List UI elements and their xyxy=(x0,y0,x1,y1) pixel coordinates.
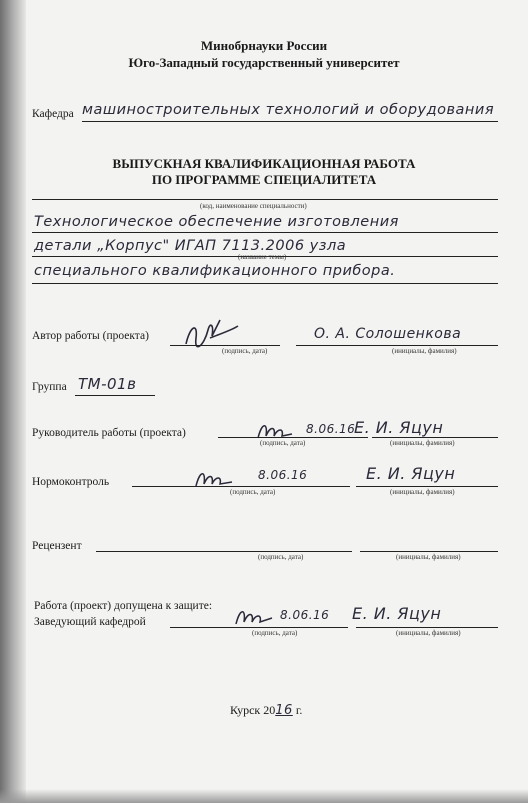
supervisor-date: 8.06.16 xyxy=(306,422,356,436)
topic-caption: (название темы) xyxy=(238,253,287,261)
supervisor-sign-caption: (подпись, дата) xyxy=(260,439,306,447)
head-name: Е. И. Яцун xyxy=(352,604,442,623)
reviewer-sign-line xyxy=(96,551,352,552)
topic-underline3 xyxy=(32,283,498,284)
scan-shadow-bottom xyxy=(0,789,528,803)
head-sign-line xyxy=(170,627,348,628)
scan-shadow xyxy=(0,0,26,803)
topic-line3: специального квалификационного прибора. xyxy=(34,263,396,279)
department-value: машиностроительных технологий и оборудования xyxy=(82,102,495,118)
author-name-line xyxy=(296,345,498,346)
normcontrol-name-line xyxy=(356,486,498,487)
city-year xyxy=(230,703,302,718)
specialty-caption: (код, наименование специальности) xyxy=(200,202,307,210)
work-title-line1: ВЫПУСКНАЯ КВАЛИФИКАЦИОННАЯ РАБОТА xyxy=(112,156,416,171)
admission-label: Работа (проект) допущена к защите: xyxy=(34,600,213,612)
normcontrol-sign-caption: (подпись, дата) xyxy=(230,488,276,496)
supervisor-sign-line xyxy=(218,437,368,438)
head-name-caption: (инициалы, фамилия) xyxy=(396,629,461,637)
author-name-caption: (инициалы, фамилия) xyxy=(392,347,457,355)
supervisor-name: Е. И. Яцун xyxy=(354,418,444,437)
group-line xyxy=(75,395,155,396)
normcontrol-label: Нормоконтроль xyxy=(32,476,110,488)
normcontrol-name-caption: (инициалы, фамилия) xyxy=(390,488,455,496)
reviewer-name-line xyxy=(360,551,498,552)
supervisor-name-line xyxy=(372,437,498,438)
reviewer-sign-caption: (подпись, дата) xyxy=(258,553,304,561)
specialty-line xyxy=(32,199,498,200)
reviewer-name-caption: (инициалы, фамилия) xyxy=(396,553,461,561)
normcontrol-name: Е. И. Яцун xyxy=(366,464,456,483)
author-sign-line xyxy=(170,345,280,346)
university-name: Юго-Западный государственный университет xyxy=(128,55,400,70)
reviewer-label: Рецензент xyxy=(32,540,82,552)
author-label: Автор работы (проекта) xyxy=(32,330,149,342)
head-name-line xyxy=(356,627,498,628)
work-title-line2: ПО ПРОГРАММЕ СПЕЦИАЛИТЕТА xyxy=(151,172,377,187)
supervisor-label: Руководитель работы (проекта) xyxy=(32,427,186,439)
department-label: Кафедра xyxy=(32,108,74,120)
ministry-name: Минобрнауки России xyxy=(200,38,328,53)
group-label: Группа xyxy=(32,381,67,393)
normcontrol-sign-line xyxy=(132,486,350,487)
author-name: О. А. Солошенкова xyxy=(314,326,462,342)
supervisor-name-caption: (инициалы, фамилия) xyxy=(390,439,455,447)
head-of-department-label: Заведующий кафедрой xyxy=(34,616,146,628)
department-line xyxy=(82,121,498,122)
city-label: Курск 20 xyxy=(230,703,276,717)
topic-line2: детали „Корпус" ИГАП 7113.2006 узла xyxy=(34,238,347,254)
year-handwritten: 16 xyxy=(275,703,293,718)
topic-line1: Технологическое обеспечение изготовления xyxy=(34,214,399,230)
group-value: ТМ-01в xyxy=(78,375,137,393)
head-sign-caption: (подпись, дата) xyxy=(252,629,298,637)
head-date: 8.06.16 xyxy=(280,608,330,622)
topic-underline1 xyxy=(32,232,498,233)
normcontrol-date: 8.06.16 xyxy=(258,468,308,482)
year-suffix: г. xyxy=(292,703,303,717)
author-sign-caption: (подпись, дата) xyxy=(222,347,268,355)
